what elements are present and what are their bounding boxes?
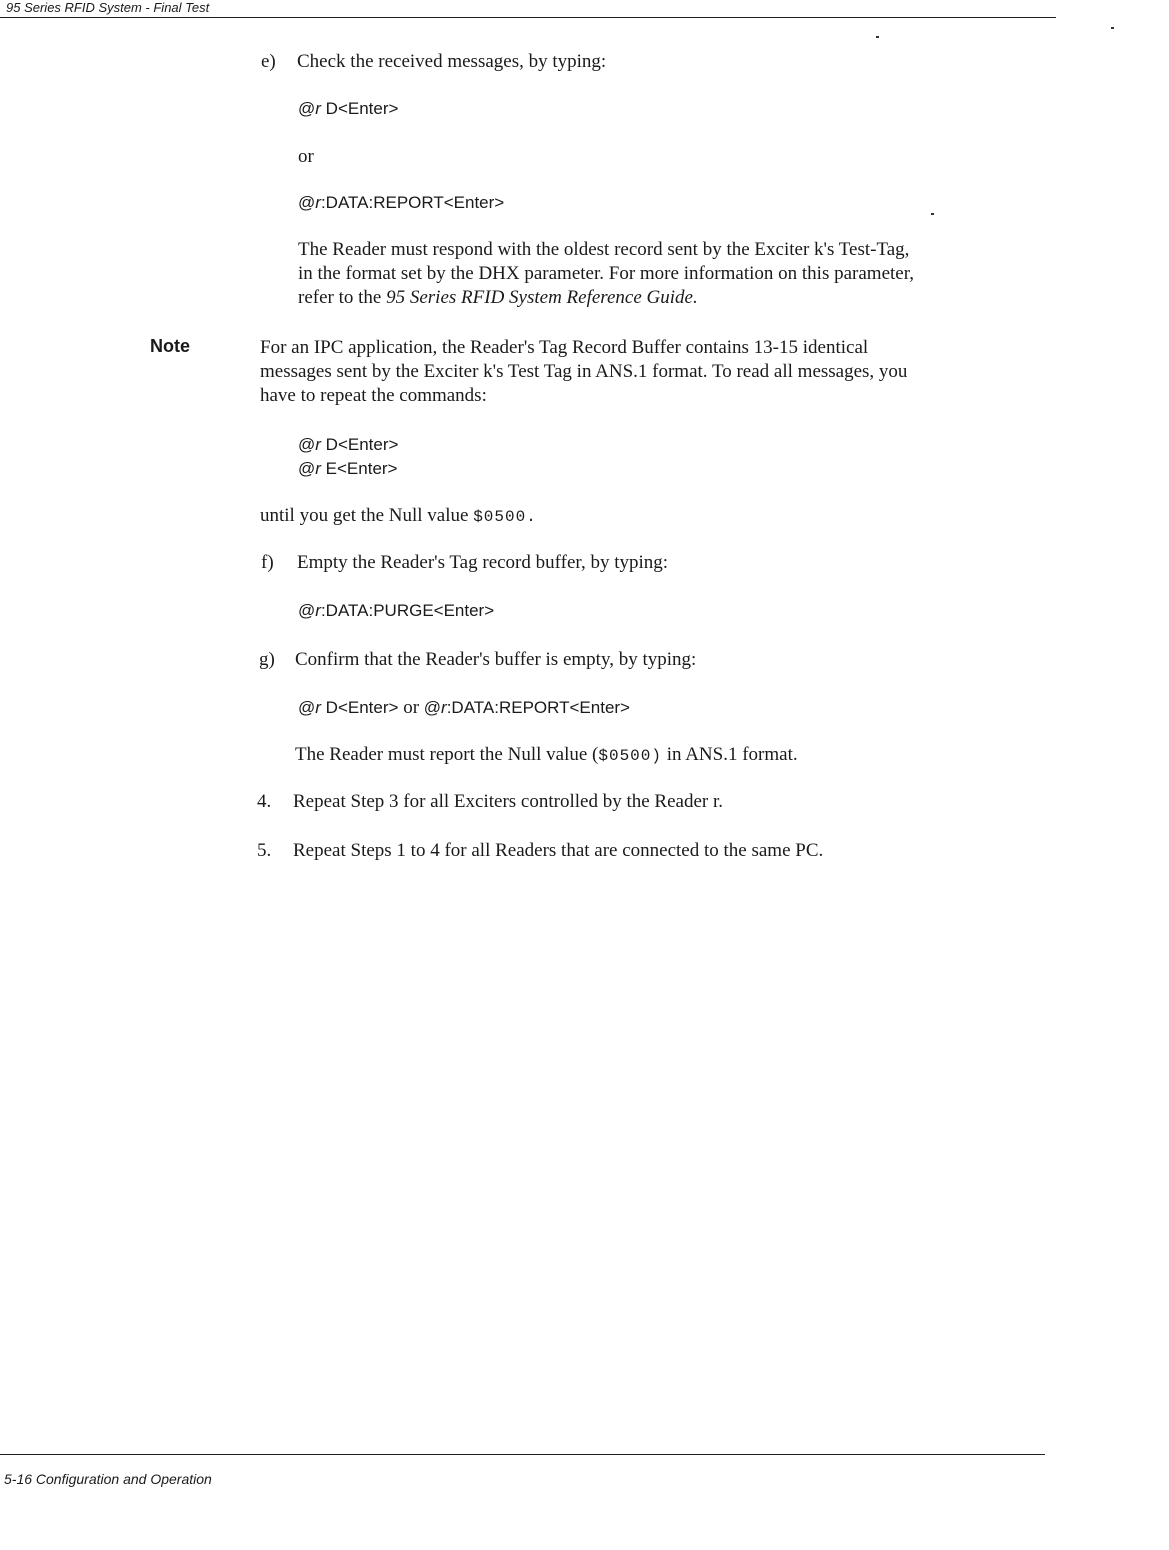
note-line-3: have to repeat the commands: [260, 385, 487, 406]
step-g-description: The Reader must report the Null value ($0500) in ANS.1 format. [295, 744, 798, 765]
step-g-text: Confirm that the Reader's buffer is empty, by typing: [295, 649, 697, 670]
reference-guide-title: 95 Series RFID System Reference Guide. [386, 287, 698, 308]
step-g-marker: g) [259, 649, 275, 670]
step-e-desc-line-2: in the format set by the DHX parameter. For more information on this parameter, [298, 263, 915, 284]
step-4 [257, 790, 723, 814]
step-f-text: Empty the Reader's Tag record buffer, by typing: [297, 552, 669, 573]
step-f-command: @r:DATA:PURGE<Enter> [298, 601, 495, 620]
step-f-marker: f) [261, 552, 274, 573]
step-5-number: 5. [257, 840, 272, 861]
step-4-number: 4. [257, 791, 272, 812]
step-e-marker: e) [261, 51, 276, 72]
step-5-text: Repeat Steps 1 to 4 for all Readers that are connected to the same PC. [293, 840, 824, 861]
scan-speck [931, 213, 934, 215]
step-e-command-1 [298, 99, 398, 119]
note-command-2: @r E<Enter> [298, 459, 398, 478]
header-rule [0, 17, 1056, 18]
command-text: :DATA:REPORT<Enter> [320, 193, 505, 212]
note-label: Note [150, 336, 190, 356]
step-f [261, 551, 668, 575]
note-until: until you get the Null value $0500. [260, 505, 537, 526]
step-4-text: Repeat Step 3 for all Exciters controlled by the Reader r. [293, 791, 723, 812]
at-symbol: @ [298, 193, 316, 212]
note-line-1: For an IPC application, the Reader's Tag Record Buffer contains 13-15 identical [260, 337, 869, 358]
page-header-title: 95 Series RFID System - Final Test [6, 0, 210, 15]
scan-speck [876, 36, 879, 38]
step-g-commands: @r D<Enter> or @r:DATA:REPORT<Enter> [298, 697, 630, 718]
at-symbol: @ [298, 99, 316, 118]
footer-rule [0, 1454, 1045, 1455]
null-value-code: $0500) [598, 747, 662, 765]
note-commands [298, 433, 398, 481]
scan-speck [1111, 27, 1114, 29]
note-command-1: @r D<Enter> [298, 435, 399, 454]
step-e-or: or [298, 146, 314, 167]
page-footer-title: 5-16 Configuration and Operation [4, 1471, 212, 1487]
step-e-desc-line-1: The Reader must respond with the oldest record sent by the Exciter k's Test-Tag, [298, 239, 910, 260]
step-e [261, 50, 606, 74]
step-e-description [298, 238, 914, 310]
note-body [260, 336, 907, 408]
step-e-text: Check the received messages, by typing: [297, 51, 607, 72]
note-line-2: messages sent by the Exciter k's Test Tag in ANS.1 format. To read all messages, you [260, 361, 908, 382]
step-e-desc-line-3: refer to the 95 Series RFID System Reference Guide. [298, 287, 698, 308]
reader-variable: r [315, 99, 321, 118]
command-text: D<Enter> [320, 99, 399, 118]
step-g [259, 648, 696, 672]
step-5 [257, 839, 823, 863]
step-e-command-2 [298, 193, 504, 213]
reader-variable: r [315, 193, 321, 212]
null-value-code: $0500. [473, 508, 537, 526]
